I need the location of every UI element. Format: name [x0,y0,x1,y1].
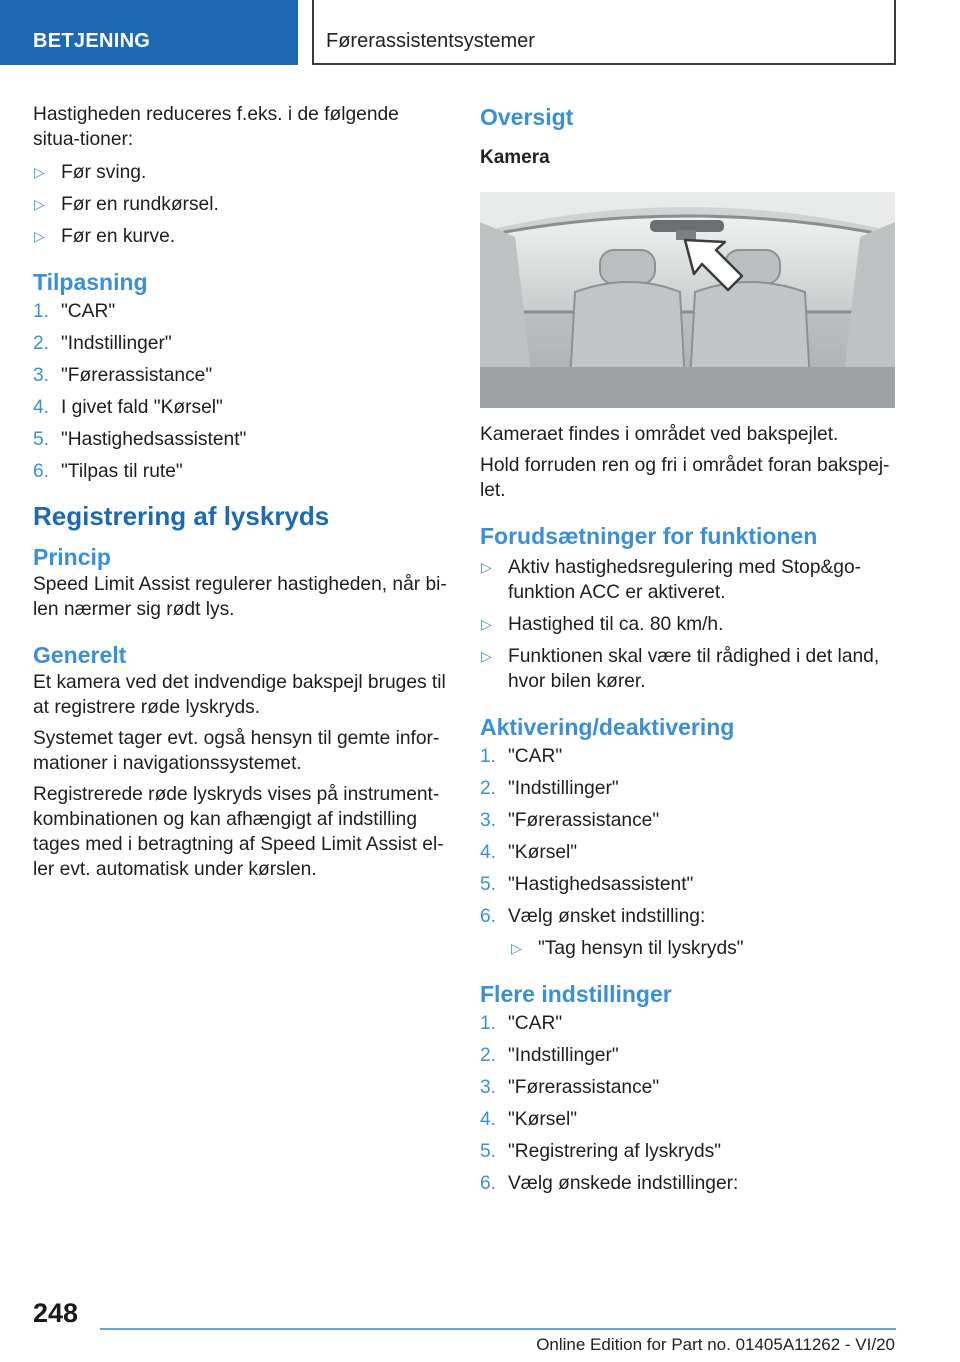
list-item: 5. "Hastighedsassistent" [480,874,694,895]
kamera-text: Kameraet findes i området ved bakspejlet. [480,424,839,445]
list-item: ▷ Aktiv hastighedsregulering med Stop&go-funktion ACC er aktiveret. [481,557,862,603]
list-item: ▷ Funktionen skal være til rådighed i det land, hvor bilen kører. [481,646,880,692]
triangle-bullet-icon: ▷ [34,164,45,180]
generelt-paragraph: Et kamera ved det indvendige bakspejl bruges til at registrere røde lyskryds. [33,672,446,718]
triangle-bullet-icon: ▷ [481,616,492,632]
list-item: 2. "Indstillinger" [480,778,619,799]
list-item: 2. "Indstillinger" [33,333,172,354]
generelt-paragraph: Registrerede røde lyskryds vises på instrument-kombinationen og kan afhængigt af indstilling tages med i betragtning af Speed Limit Assist el-ler evt. automatisk under kørslen. [33,784,444,880]
forudsaetninger-list [480,555,895,694]
triangle-bullet-icon: ▷ [481,559,492,575]
triangle-bullet-icon: ▷ [511,940,522,956]
triangle-bullet-icon: ▷ [34,228,45,244]
list-item: 1. "CAR" [480,1013,563,1034]
princip-text: Speed Limit Assist regulerer hastigheden, når bi-len nærmer sig rødt lys. [33,574,447,620]
aktivering-sub-list [480,936,895,961]
chapter-title: Førerassistentsystemer [312,0,896,65]
list-item: 3. "Førerassistance" [480,810,660,831]
princip-heading: Princip [33,544,111,570]
triangle-bullet-icon: ▷ [34,196,45,212]
aktivering-heading: Aktivering/deaktivering [480,714,735,740]
footer-divider [100,1328,896,1330]
kamera-text: Hold forruden ren og fri i området foran bakspej-let. [480,455,890,501]
tilpasning-heading: Tilpasning [33,269,148,295]
list-item: 1. "CAR" [480,746,563,767]
list-item: 6. "Tilpas til rute" [33,461,183,482]
list-item: 3. "Førerassistance" [33,365,213,386]
list-item: ▷ Før en kurve. [34,226,176,247]
list-item: 6. Vælg ønskede indstillinger: [480,1173,739,1194]
edition-text: Online Edition for Part no. 01405A11262 - VI/20 [536,1335,895,1354]
intro-text: Hastigheden reduceres f.eks. i de følgende situa-tioner: [33,104,399,150]
generelt-heading: Generelt [33,642,127,668]
left-column [33,102,448,888]
oversigt-heading: Oversigt [480,104,574,130]
list-item: ▷ "Tag hensyn til lyskryds" [511,938,744,959]
list-item: 3. "Førerassistance" [480,1077,660,1098]
section-tab: BETJENING [0,0,298,65]
flere-steps [480,1011,895,1196]
list-item: ▷ Før sving. [34,162,147,183]
list-item: 1. "CAR" [33,301,116,322]
list-item: 5. "Hastighedsassistent" [33,429,247,450]
flere-heading: Flere indstillinger [480,981,672,1007]
right-column [480,102,895,1203]
kamera-heading: Kamera [480,147,550,168]
page-number: 248 [33,1298,79,1328]
list-item: ▷ Før en rundkørsel. [34,194,219,215]
list-item: 6. Vælg ønsket indstilling: [480,906,706,927]
main-heading: Registrering af lyskryds [33,501,330,531]
triangle-bullet-icon: ▷ [481,648,492,664]
camera-location-photo [480,192,895,408]
tilpasning-steps [33,299,448,484]
generelt-paragraph: Systemet tager evt. også hensyn til gemte infor-mationer i navigationssystemet. [33,728,440,774]
list-item: 2. "Indstillinger" [480,1045,619,1066]
aktivering-steps [480,744,895,929]
list-item: 4. "Kørsel" [480,1109,578,1130]
list-item: 4. "Kørsel" [480,842,578,863]
forudsaetninger-heading: Forudsætninger for funktionen [480,523,818,549]
page-header [0,0,960,66]
list-item: 4. I givet fald "Kørsel" [33,397,223,418]
list-item: ▷ Hastighed til ca. 80 km/h. [481,614,724,635]
list-item: 5. "Registrering af lyskryds" [480,1141,722,1162]
situations-list [33,160,448,249]
